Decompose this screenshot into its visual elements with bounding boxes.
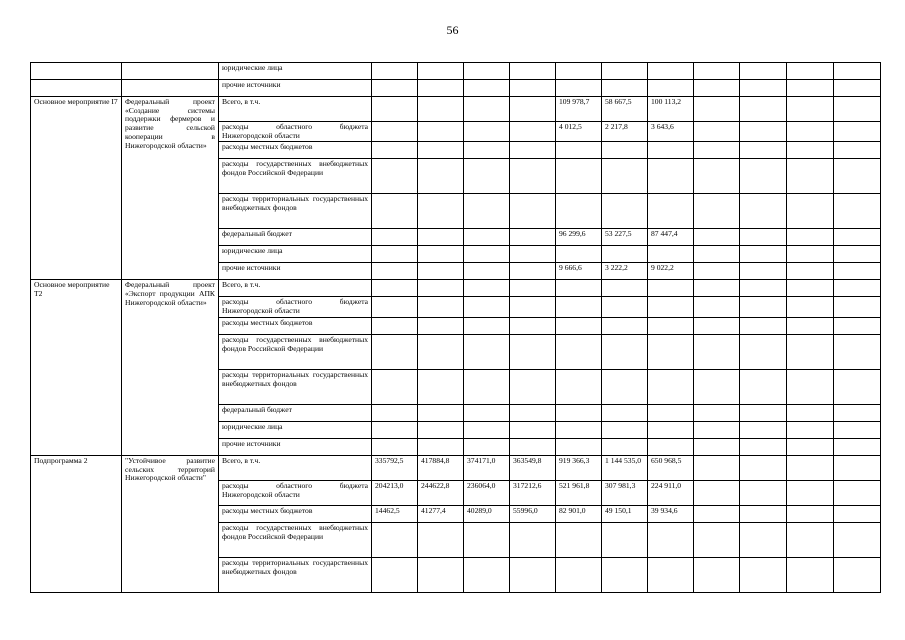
value-cell (740, 263, 787, 280)
value-cell (418, 159, 464, 194)
value-cell (787, 404, 834, 421)
value-cell (787, 280, 834, 297)
value-cell (372, 297, 418, 317)
value-cell (372, 280, 418, 297)
value-cell: 87 447,4 (648, 229, 694, 246)
value-cell (602, 522, 648, 557)
value-cell (694, 317, 740, 334)
value-cell (372, 557, 418, 592)
activity-cell (31, 80, 122, 97)
value-cell (464, 421, 510, 438)
value-cell (602, 421, 648, 438)
value-cell: 224 911,0 (648, 480, 694, 505)
value-cell (787, 421, 834, 438)
source-cell: расходы местных бюджетов (219, 505, 372, 522)
value-cell (418, 229, 464, 246)
value-cell (510, 421, 556, 438)
value-cell (740, 505, 787, 522)
value-cell (464, 194, 510, 229)
value-cell (694, 505, 740, 522)
value-cell (787, 97, 834, 122)
source-cell: прочие источники (219, 263, 372, 280)
value-cell (694, 159, 740, 194)
value-cell (834, 317, 881, 334)
value-cell (648, 142, 694, 159)
value-cell (372, 438, 418, 455)
value-cell (694, 557, 740, 592)
project-cell: "Устойчивое развитие сельских территорий Нижегородской области" (122, 455, 219, 592)
value-cell (694, 455, 740, 480)
value-cell (694, 522, 740, 557)
value-cell: 236064,0 (464, 480, 510, 505)
value-cell (372, 142, 418, 159)
value-cell (556, 557, 602, 592)
value-cell (464, 246, 510, 263)
value-cell (510, 122, 556, 142)
value-cell (464, 522, 510, 557)
value-cell (418, 280, 464, 297)
value-cell: 40289,0 (464, 505, 510, 522)
value-cell (556, 438, 602, 455)
table-row (31, 63, 881, 80)
value-cell (464, 263, 510, 280)
value-cell (418, 80, 464, 97)
source-cell: юридические лица (219, 246, 372, 263)
value-cell (464, 438, 510, 455)
value-cell (372, 246, 418, 263)
value-cell (648, 159, 694, 194)
value-cell (834, 159, 881, 194)
value-cell (740, 404, 787, 421)
value-cell (740, 317, 787, 334)
value-cell (834, 263, 881, 280)
value-cell (787, 63, 834, 80)
value-cell (372, 369, 418, 404)
value-cell (372, 522, 418, 557)
source-cell: прочие источники (219, 438, 372, 455)
page-number: 56 (446, 23, 459, 37)
value-cell (510, 522, 556, 557)
value-cell: 53 227,5 (602, 229, 648, 246)
value-cell (510, 317, 556, 334)
value-cell (418, 194, 464, 229)
value-cell (740, 297, 787, 317)
value-cell (740, 122, 787, 142)
budget-table-body (31, 63, 881, 593)
value-cell (834, 194, 881, 229)
source-cell: расходы территориальных государственных внебюджетных фондов (219, 194, 372, 229)
value-cell (372, 317, 418, 334)
value-cell (602, 297, 648, 317)
value-cell (694, 404, 740, 421)
value-cell (510, 369, 556, 404)
value-cell (694, 122, 740, 142)
value-cell (740, 246, 787, 263)
table-row (31, 97, 881, 122)
value-cell (694, 263, 740, 280)
value-cell (510, 246, 556, 263)
value-cell (694, 229, 740, 246)
value-cell (694, 97, 740, 122)
value-cell (787, 317, 834, 334)
value-cell (602, 63, 648, 80)
source-cell: расходы местных бюджетов (219, 317, 372, 334)
value-cell (418, 522, 464, 557)
value-cell (694, 438, 740, 455)
value-cell (740, 480, 787, 505)
value-cell (556, 246, 602, 263)
value-cell (834, 404, 881, 421)
value-cell (740, 97, 787, 122)
value-cell (787, 297, 834, 317)
value-cell (602, 438, 648, 455)
value-cell (648, 369, 694, 404)
source-cell: расходы территориальных государственных внебюджетных фондов (219, 369, 372, 404)
value-cell (787, 369, 834, 404)
project-cell: Федеральный проект «Экспорт продукции АПК Нижегородской области» (122, 280, 219, 455)
value-cell (740, 334, 787, 369)
table-row (31, 80, 881, 97)
value-cell: 521 961,8 (556, 480, 602, 505)
value-cell: 244622,8 (418, 480, 464, 505)
value-cell (787, 505, 834, 522)
value-cell (648, 421, 694, 438)
value-cell: 41277,4 (418, 505, 464, 522)
value-cell (372, 80, 418, 97)
value-cell (372, 159, 418, 194)
value-cell (694, 246, 740, 263)
value-cell (787, 80, 834, 97)
value-cell (418, 63, 464, 80)
value-cell (372, 421, 418, 438)
source-cell: прочие источники (219, 80, 372, 97)
value-cell (787, 194, 834, 229)
source-cell: Всего, в т.ч. (219, 455, 372, 480)
value-cell (694, 80, 740, 97)
value-cell (648, 280, 694, 297)
value-cell (510, 159, 556, 194)
table-row (31, 455, 881, 480)
value-cell (464, 557, 510, 592)
value-cell (648, 522, 694, 557)
value-cell (602, 80, 648, 97)
value-cell (648, 438, 694, 455)
value-cell (510, 97, 556, 122)
value-cell (418, 263, 464, 280)
value-cell (556, 522, 602, 557)
value-cell: 39 934,6 (648, 505, 694, 522)
value-cell (740, 142, 787, 159)
value-cell (464, 297, 510, 317)
value-cell (510, 404, 556, 421)
value-cell (464, 142, 510, 159)
source-cell: расходы местных бюджетов (219, 142, 372, 159)
value-cell (834, 280, 881, 297)
value-cell (602, 142, 648, 159)
value-cell (834, 63, 881, 80)
value-cell (740, 421, 787, 438)
source-cell: расходы государственных внебюджетных фондов Российской Федерации (219, 522, 372, 557)
project-cell (122, 63, 219, 80)
value-cell (834, 421, 881, 438)
value-cell: 650 968,5 (648, 455, 694, 480)
activity-cell: Подпрограмма 2 (31, 455, 122, 592)
value-cell: 49 150,1 (602, 505, 648, 522)
value-cell (787, 142, 834, 159)
value-cell (787, 557, 834, 592)
value-cell (694, 421, 740, 438)
value-cell: 55996,0 (510, 505, 556, 522)
value-cell (740, 438, 787, 455)
value-cell (464, 97, 510, 122)
value-cell (694, 280, 740, 297)
source-cell: Всего, в т.ч. (219, 97, 372, 122)
value-cell (602, 317, 648, 334)
value-cell: 919 366,3 (556, 455, 602, 480)
value-cell (602, 334, 648, 369)
value-cell (510, 142, 556, 159)
value-cell (787, 263, 834, 280)
value-cell: 307 981,3 (602, 480, 648, 505)
value-cell: 109 978,7 (556, 97, 602, 122)
value-cell (740, 194, 787, 229)
value-cell (510, 297, 556, 317)
value-cell (372, 263, 418, 280)
source-cell: юридические лица (219, 63, 372, 80)
source-cell: расходы областного бюджета Нижегородской области (219, 122, 372, 142)
value-cell: 96 299,6 (556, 229, 602, 246)
value-cell (464, 280, 510, 297)
value-cell (834, 334, 881, 369)
value-cell (648, 63, 694, 80)
value-cell (787, 246, 834, 263)
value-cell: 82 901,0 (556, 505, 602, 522)
value-cell (418, 369, 464, 404)
value-cell (418, 404, 464, 421)
value-cell (556, 317, 602, 334)
value-cell: 14462,5 (372, 505, 418, 522)
value-cell (834, 522, 881, 557)
value-cell (372, 334, 418, 369)
value-cell (787, 122, 834, 142)
value-cell (510, 194, 556, 229)
value-cell: 374171,0 (464, 455, 510, 480)
value-cell (787, 455, 834, 480)
project-cell (122, 80, 219, 97)
value-cell (418, 142, 464, 159)
value-cell (510, 438, 556, 455)
value-cell: 4 012,5 (556, 122, 602, 142)
value-cell (740, 229, 787, 246)
value-cell (834, 246, 881, 263)
budget-table (30, 62, 881, 593)
value-cell (510, 63, 556, 80)
source-cell: юридические лица (219, 421, 372, 438)
project-cell: Федеральный проект «Создание системы поддержки фермеров и развитие сельской кооперации в Нижегородской области» (122, 97, 219, 280)
value-cell (602, 159, 648, 194)
value-cell (556, 369, 602, 404)
value-cell (602, 557, 648, 592)
value-cell (834, 480, 881, 505)
value-cell (834, 505, 881, 522)
value-cell (787, 159, 834, 194)
value-cell (556, 404, 602, 421)
source-cell: расходы государственных внебюджетных фондов Российской Федерации (219, 334, 372, 369)
value-cell (740, 63, 787, 80)
value-cell (740, 522, 787, 557)
value-cell: 363549,8 (510, 455, 556, 480)
value-cell (740, 159, 787, 194)
value-cell (834, 122, 881, 142)
value-cell (834, 142, 881, 159)
value-cell (556, 194, 602, 229)
value-cell (694, 63, 740, 80)
value-cell: 2 217,8 (602, 122, 648, 142)
value-cell (418, 421, 464, 438)
value-cell (787, 334, 834, 369)
value-cell (740, 80, 787, 97)
value-cell (648, 404, 694, 421)
value-cell (834, 369, 881, 404)
value-cell: 417884,8 (418, 455, 464, 480)
source-cell: расходы областного бюджета Нижегородской области (219, 480, 372, 505)
activity-cell (31, 63, 122, 80)
source-cell: федеральный бюджет (219, 404, 372, 421)
value-cell (834, 229, 881, 246)
value-cell (464, 229, 510, 246)
source-cell: расходы областного бюджета Нижегородской области (219, 297, 372, 317)
value-cell (648, 557, 694, 592)
table-row (31, 280, 881, 297)
value-cell (648, 334, 694, 369)
value-cell: 58 667,5 (602, 97, 648, 122)
value-cell: 317212,6 (510, 480, 556, 505)
value-cell (740, 557, 787, 592)
value-cell (787, 438, 834, 455)
value-cell (464, 80, 510, 97)
value-cell: 335792,5 (372, 455, 418, 480)
value-cell (740, 369, 787, 404)
value-cell: 9 666,6 (556, 263, 602, 280)
value-cell (556, 142, 602, 159)
value-cell (834, 557, 881, 592)
value-cell (648, 80, 694, 97)
value-cell (787, 229, 834, 246)
value-cell (464, 122, 510, 142)
value-cell (418, 246, 464, 263)
value-cell (834, 297, 881, 317)
source-cell: Всего, в т.ч. (219, 280, 372, 297)
value-cell (464, 317, 510, 334)
value-cell (556, 297, 602, 317)
value-cell (510, 80, 556, 97)
value-cell: 204213,0 (372, 480, 418, 505)
value-cell (648, 246, 694, 263)
value-cell (418, 97, 464, 122)
value-cell (602, 404, 648, 421)
source-cell: расходы территориальных государственных внебюджетных фондов (219, 557, 372, 592)
value-cell: 3 643,6 (648, 122, 694, 142)
value-cell (602, 246, 648, 263)
source-cell: расходы государственных внебюджетных фондов Российской Федерации (219, 159, 372, 194)
value-cell: 1 144 535,0 (602, 455, 648, 480)
value-cell (834, 80, 881, 97)
value-cell (787, 522, 834, 557)
value-cell (556, 63, 602, 80)
value-cell (602, 194, 648, 229)
value-cell (648, 317, 694, 334)
value-cell (556, 159, 602, 194)
value-cell (648, 297, 694, 317)
value-cell (418, 297, 464, 317)
value-cell (694, 142, 740, 159)
value-cell (694, 480, 740, 505)
value-cell (418, 317, 464, 334)
value-cell (418, 438, 464, 455)
source-cell: федеральный бюджет (219, 229, 372, 246)
value-cell (740, 455, 787, 480)
value-cell (834, 455, 881, 480)
value-cell (694, 194, 740, 229)
value-cell (372, 229, 418, 246)
value-cell (556, 280, 602, 297)
value-cell: 9 022,2 (648, 263, 694, 280)
value-cell (602, 280, 648, 297)
value-cell (602, 369, 648, 404)
activity-cell: Основное мероприятие I7 (31, 97, 122, 280)
value-cell (787, 480, 834, 505)
value-cell (834, 438, 881, 455)
value-cell (694, 369, 740, 404)
value-cell (464, 334, 510, 369)
value-cell (834, 97, 881, 122)
value-cell (372, 194, 418, 229)
value-cell (372, 97, 418, 122)
value-cell (556, 80, 602, 97)
value-cell (372, 404, 418, 421)
value-cell (464, 404, 510, 421)
value-cell (418, 557, 464, 592)
value-cell (510, 557, 556, 592)
value-cell (694, 334, 740, 369)
value-cell (372, 122, 418, 142)
value-cell (510, 263, 556, 280)
value-cell (418, 334, 464, 369)
value-cell (510, 280, 556, 297)
value-cell (372, 63, 418, 80)
value-cell (556, 334, 602, 369)
value-cell (464, 159, 510, 194)
value-cell (418, 122, 464, 142)
value-cell (510, 229, 556, 246)
value-cell (556, 421, 602, 438)
value-cell (464, 63, 510, 80)
value-cell: 3 222,2 (602, 263, 648, 280)
activity-cell: Основное мероприятие T2 (31, 280, 122, 455)
value-cell: 100 113,2 (648, 97, 694, 122)
value-cell (694, 297, 740, 317)
value-cell (510, 334, 556, 369)
value-cell (464, 369, 510, 404)
value-cell (740, 280, 787, 297)
value-cell (648, 194, 694, 229)
